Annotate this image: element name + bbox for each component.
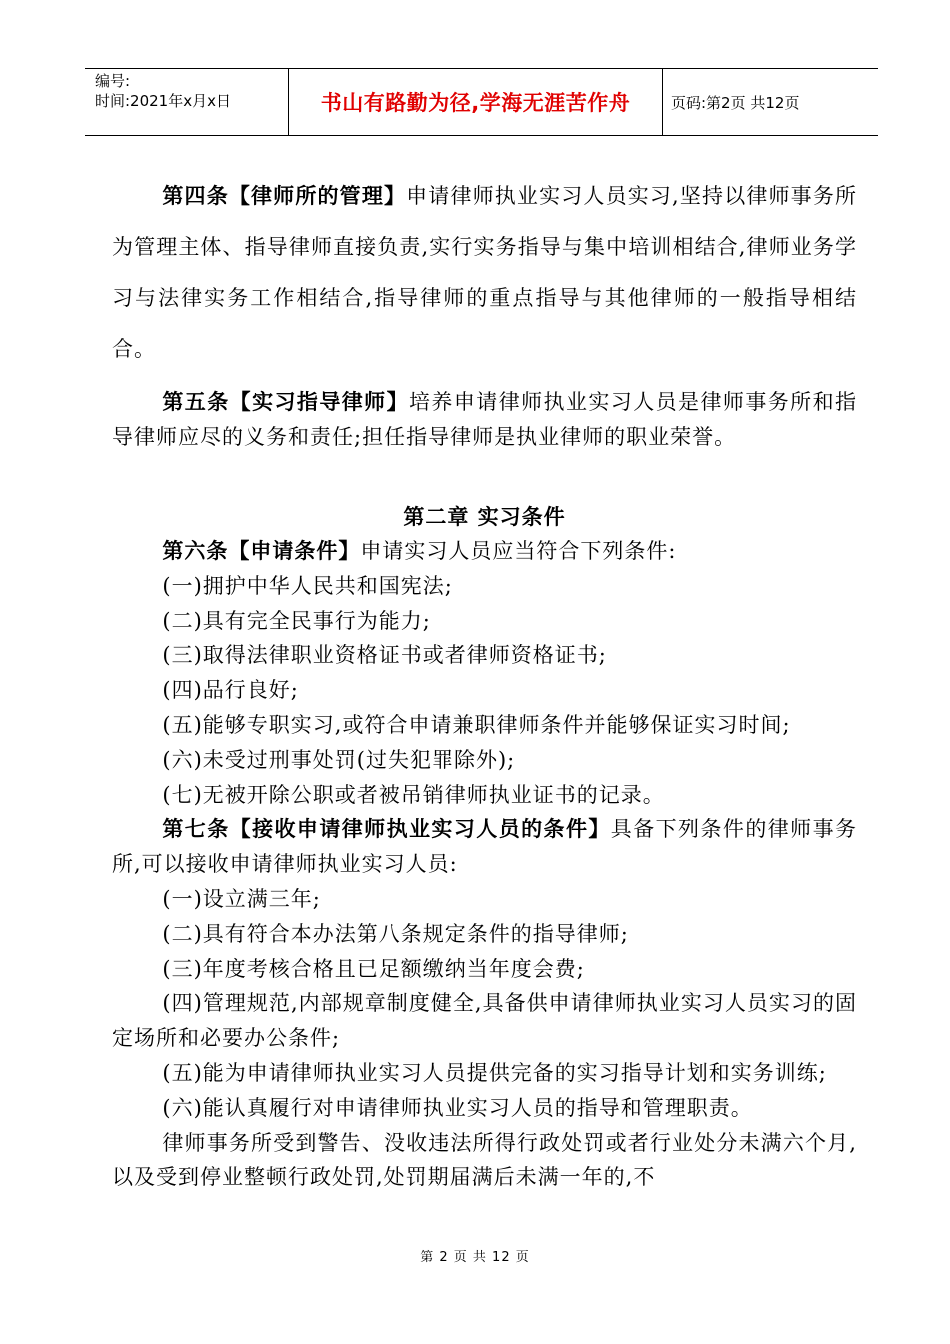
page-header (85, 68, 878, 136)
list-item: (六)未受过刑事处罚(过失犯罪除外); (162, 747, 516, 772)
number-label: 编号: (95, 72, 131, 90)
article-6-title: 第六条【申请条件】 (162, 538, 361, 563)
article-5 (112, 384, 857, 455)
page-footer: 第 2 页 共 12 页 (420, 1250, 530, 1265)
article-6-text: 申请实习人员应当符合下列条件: (360, 539, 677, 563)
article-4 (112, 170, 857, 375)
list-item: (五)能为申请律师执业实习人员提供完备的实习指导计划和实务训练; (162, 1060, 827, 1085)
article-4-title: 第四条【律师所的管理】 (162, 183, 407, 208)
article-5-title: 第五条【实习指导律师】 (162, 389, 410, 414)
article-5-text: 培养申请律师执业实习人员是律师事务所和指导律师应尽的义务和责任;担任指导律师是执业律师的职业荣誉。 (112, 390, 857, 449)
list-item: (四)品行良好; (162, 678, 299, 703)
list-item: (二)具有符合本办法第八条规定条件的指导律师; (162, 921, 629, 946)
article-6-intro (112, 534, 857, 569)
article-6 (112, 534, 857, 812)
document-body (112, 170, 857, 1195)
list-item: (五)能够专职实习,或符合申请兼职律师条件并能够保证实习时间; (162, 712, 791, 737)
list-item: (二)具有完全民事行为能力; (162, 608, 431, 633)
list-item: (六)能认真履行对申请律师执业实习人员的指导和管理职责。 (162, 1095, 753, 1120)
article-7-title: 第七条【接收申请律师执业实习人员的条件】 (162, 816, 611, 842)
list-item: (一)设立满三年; (162, 886, 321, 911)
article-4-text: 申请律师执业实习人员实习,坚持以律师事务所为管理主体、指导律师直接负责,实行实务指导与集中培训相结合,律师业务学习与法律实务工作相结合,指导律师的重点指导与其他律师的一般指导相结合。 (112, 184, 857, 361)
list-item: (一)拥护中华人民共和国宪法; (162, 573, 453, 598)
article-7-text: 具备下列条件的律师事务所,可以接收申请律师执业实习人员: (112, 817, 857, 877)
time-label: 时间:2021年x月x日 (95, 92, 231, 110)
list-item: (四)管理规范,内部规章制度健全,具备供申请律师执业实习人员实习的固定场所和必要办公条件; (112, 991, 857, 1051)
header-info (85, 69, 288, 135)
article-7 (112, 812, 857, 1195)
list-item: (七)无被开除公职或者被吊销律师执业证书的记录。 (162, 782, 665, 807)
header-page-number: 页码:第2页 共12页 (671, 93, 800, 112)
chapter-heading: 第二章 实习条件 (403, 504, 566, 529)
list-item: (三)年度考核合格且已足额缴纳当年度会费; (162, 956, 585, 981)
header-motto: 书山有路勤为径,学海无涯苦作舟 (288, 69, 663, 135)
article-7-intro (112, 812, 857, 882)
article-7-closing: 律师事务所受到警告、没收违法所得行政处罚或者行业处分未满六个月,以及受到停业整顿行政处罚,处罚期届满后未满一年的,不 (112, 1130, 857, 1190)
list-item: (三)取得法律职业资格证书或者律师资格证书; (162, 643, 607, 668)
